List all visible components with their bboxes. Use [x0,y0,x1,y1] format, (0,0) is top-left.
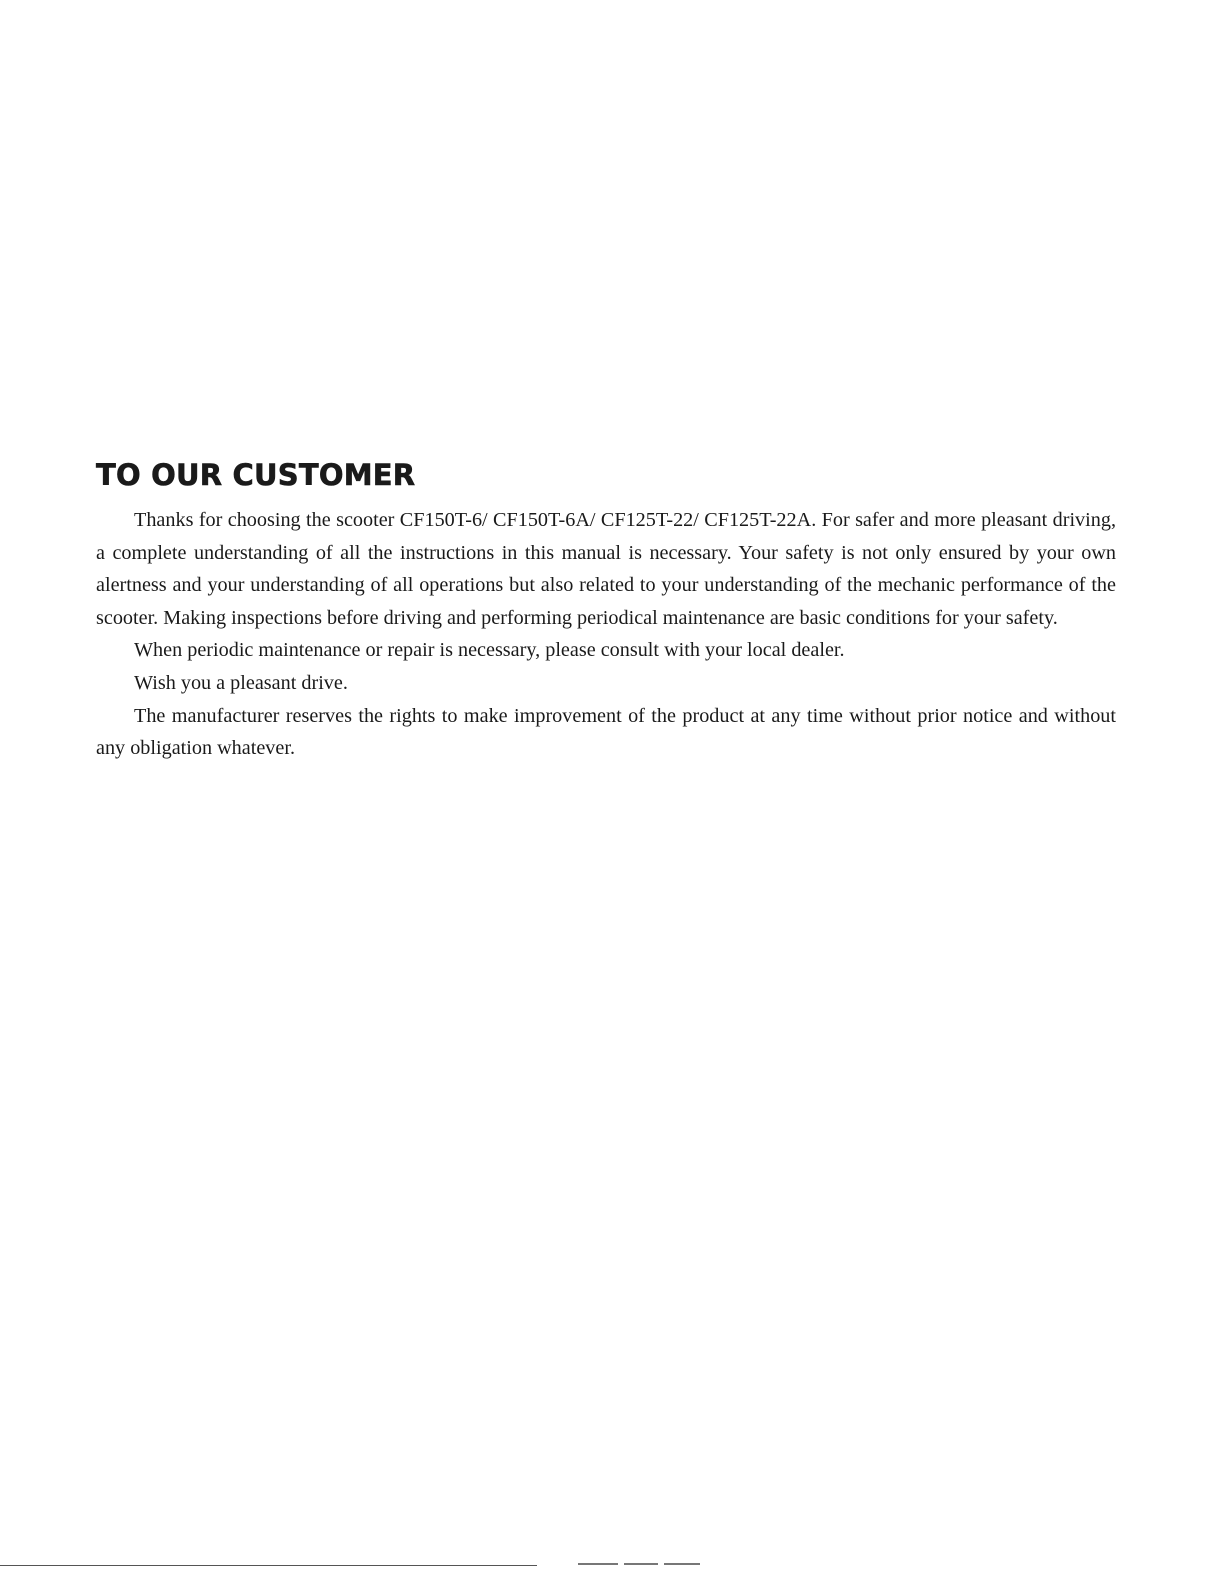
manual-page [96,458,1116,765]
edge-mark [664,1563,700,1565]
paragraph-intro: Thanks for choosing the scooter CF150T-6/ CF150T-6A/ CF125T-22/ CF125T-22A. For safer and more pleasant driving, a complete understanding of all the instructions in this manual is necessary. Your safety is not only ensured by your own alertness and your understanding of all operations but also related to your understanding of the mechanic performance of the scooter. Making inspections before driving and performing periodical maintenance are basic conditions for your safety. [96,509,1116,629]
bottom-edge-marks [578,1563,708,1567]
edge-mark [624,1563,658,1565]
bottom-rule-divider [0,1565,537,1566]
paragraph-disclaimer: The manufacturer reserves the rights to make improvement of the product at any time without prior notice and without any obligation whatever. [96,704,1116,760]
paragraph-wish: Wish you a pleasant drive. [134,671,348,694]
edge-mark [578,1563,618,1565]
page-heading: TO OUR CUSTOMER [96,458,416,492]
paragraph-maintenance: When periodic maintenance or repair is necessary, please consult with your local dealer. [134,639,845,662]
